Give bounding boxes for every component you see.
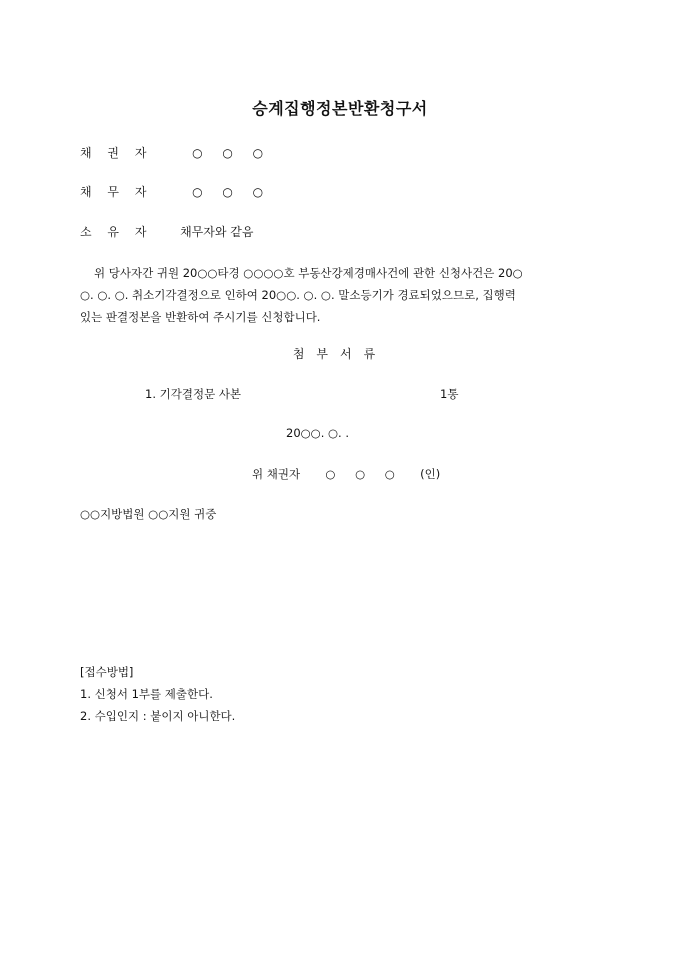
request-body — [80, 262, 610, 328]
owner-value: 채무자와 같음 — [180, 225, 254, 239]
filing-item: 2. 수입인지 : 붙이지 아니한다. — [80, 709, 236, 723]
debtor-row — [80, 183, 271, 200]
debtor-value: ○ ○ ○ — [192, 185, 272, 199]
creditor-label: 채 권 자 — [80, 146, 153, 160]
filing-item: 1. 신청서 1부를 제출한다. — [80, 687, 213, 701]
owner-row — [80, 223, 253, 240]
signature-label: 위 채권자 — [252, 467, 301, 481]
signature-name: ○ ○ ○ — [325, 467, 403, 481]
creditor-row — [80, 144, 271, 161]
creditor-value: ○ ○ ○ — [192, 146, 272, 160]
signature-row — [252, 466, 440, 482]
court-addressee: ○○지방법원 ○○지원 귀중 — [80, 507, 217, 521]
seal-mark: (인) — [420, 467, 441, 481]
document-title: 승계집행정본반환청구서 — [252, 99, 428, 118]
debtor-label: 채 무 자 — [80, 185, 153, 199]
attachment-item-label: 1. 기각결정문 사본 — [145, 387, 242, 401]
document-date: 20○○. ○. . — [286, 426, 350, 440]
filing-heading: [접수방법] — [80, 665, 134, 679]
attachment-item-count: 1통 — [440, 387, 459, 401]
body-line: ○. ○. ○. 취소기각결정으로 인하여 20○○. ○. ○. 말소등기가 경료되었으므로, 집행력 — [80, 288, 516, 302]
attachments-heading: 첨부서류 — [292, 347, 388, 361]
body-line: 있는 판결정본을 반환하여 주시기를 신청합니다. — [80, 310, 321, 324]
body-line: 위 당사자간 귀원 20○○타경 ○○○○호 부동산강제경매사건에 관한 신청사건은 20○ — [94, 266, 523, 280]
owner-label: 소 유 자 — [80, 225, 153, 239]
